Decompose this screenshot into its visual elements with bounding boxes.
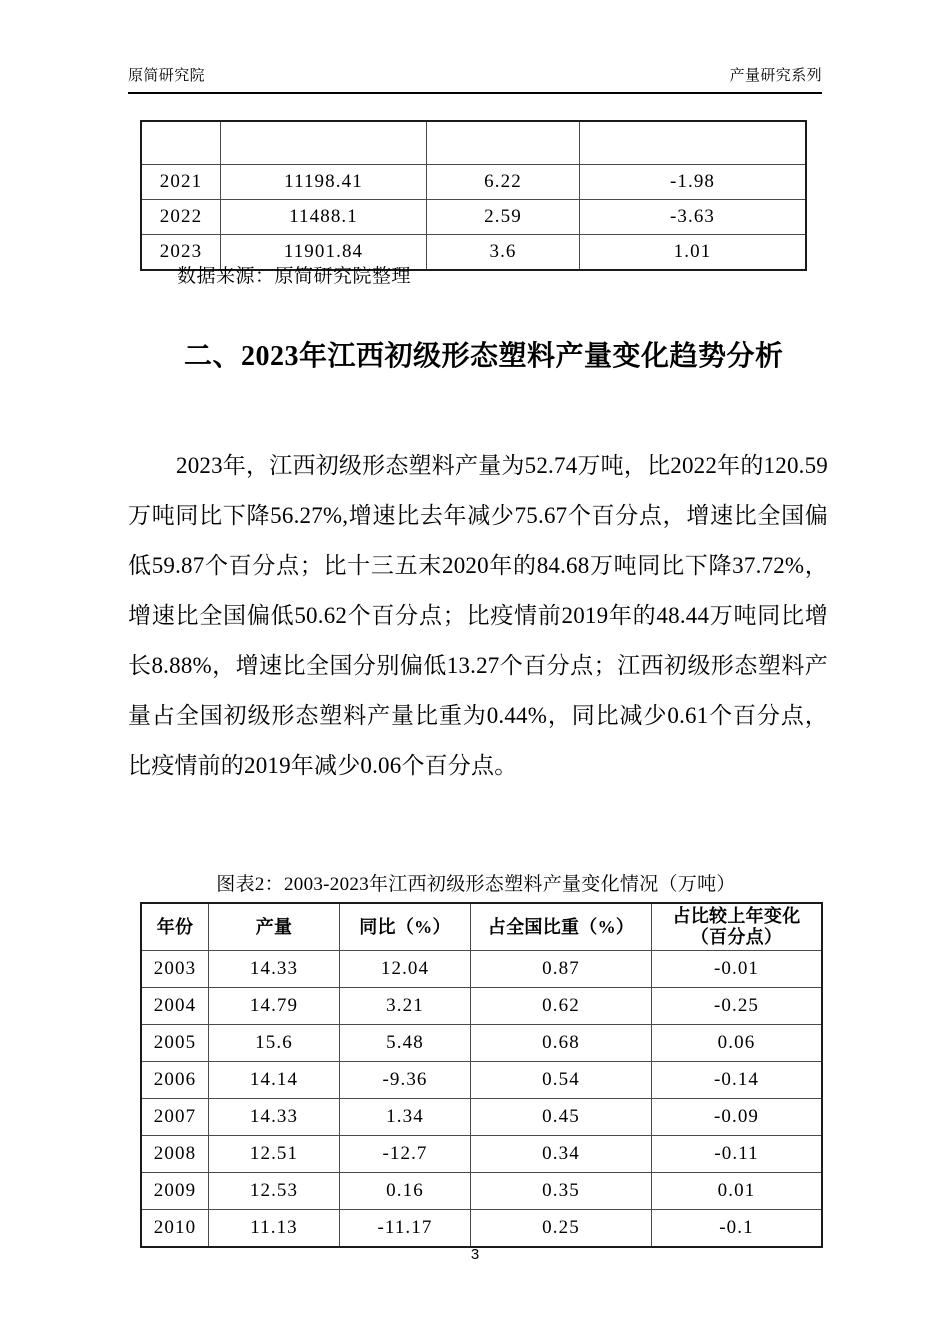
header-left-title: 原简研究院	[128, 67, 206, 84]
header-rule	[128, 92, 822, 94]
table-cell-yoy: 6.22	[427, 165, 580, 200]
table-2-body	[141, 951, 822, 1248]
table-cell-output: 14.33	[209, 951, 340, 988]
table-cell-output: 11.13	[209, 1210, 340, 1248]
table-cell-share-change: -0.1	[652, 1210, 823, 1248]
table-cell-share-change: -0.25	[652, 988, 823, 1025]
production-summary-table	[140, 120, 807, 271]
table-cell-change: -1.98	[580, 165, 807, 200]
table-cell-share-change: -0.01	[652, 951, 823, 988]
table-cell-yoy: 12.04	[340, 951, 471, 988]
table-cell-national-share: 0.68	[471, 1025, 652, 1062]
table-cell-year: 2008	[141, 1136, 209, 1173]
column-header-national-share: 占全国比重（%）	[471, 903, 652, 951]
table-row	[141, 165, 806, 200]
table-cell-year: 2021	[141, 165, 221, 200]
table-1-container	[140, 120, 807, 271]
table-cell-change: 1.01	[580, 235, 807, 271]
table-cell-share-change: 0.01	[652, 1173, 823, 1210]
table-row	[141, 200, 806, 235]
table-cell-share-change: -0.14	[652, 1062, 823, 1099]
table-cell-output: 11198.41	[221, 165, 427, 200]
source-note: 数据来源：原简研究院整理	[177, 266, 412, 287]
table-cell-share-change: -0.11	[652, 1136, 823, 1173]
table-1-body	[141, 121, 806, 270]
table-cell-year: 2003	[141, 951, 209, 988]
table-cell	[427, 121, 580, 165]
table-cell-output: 12.51	[209, 1136, 340, 1173]
jiangxi-plastic-production-table	[140, 902, 823, 1248]
table-cell-national-share: 0.35	[471, 1173, 652, 1210]
table-cell-year: 2004	[141, 988, 209, 1025]
table-cell-output: 14.33	[209, 1099, 340, 1136]
table-row	[141, 1136, 822, 1173]
table-row	[141, 1062, 822, 1099]
column-header-year: 年份	[141, 903, 209, 951]
table-cell-national-share: 0.45	[471, 1099, 652, 1136]
table-cell-yoy: 5.48	[340, 1025, 471, 1062]
table-row	[141, 1210, 822, 1248]
table-row	[141, 1025, 822, 1062]
column-header-output: 产量	[209, 903, 340, 951]
figure-caption: 图表2：2003-2023年江西初级形态塑料产量变化情况（万吨）	[216, 874, 736, 895]
table-cell	[580, 121, 807, 165]
table-cell-yoy: -11.17	[340, 1210, 471, 1248]
table-2-head	[141, 903, 822, 951]
table-cell-yoy: -12.7	[340, 1136, 471, 1173]
table-cell-output: 11488.1	[221, 200, 427, 235]
table-cell-output: 11901.84	[221, 235, 427, 271]
table-cell-national-share: 0.87	[471, 951, 652, 988]
section-heading: 二、2023年江西初级形态塑料产量变化趋势分析	[184, 341, 784, 373]
header-right-title: 产量研究系列	[729, 67, 822, 84]
page-number: 3	[470, 1246, 480, 1263]
column-header-share-change	[652, 903, 823, 951]
table-cell-share-change: -0.09	[652, 1099, 823, 1136]
page-header	[128, 66, 822, 86]
table-cell-yoy: -9.36	[340, 1062, 471, 1099]
table-cell-year: 2023	[141, 235, 221, 271]
table-cell-year: 2010	[141, 1210, 209, 1248]
table-cell-national-share: 0.34	[471, 1136, 652, 1173]
column-header-share-change-line2: （百分点）	[690, 927, 783, 947]
table-cell-year: 2009	[141, 1173, 209, 1210]
table-cell-output: 15.6	[209, 1025, 340, 1062]
table-cell-yoy: 3.6	[427, 235, 580, 271]
table-cell-national-share: 0.62	[471, 988, 652, 1025]
table-cell-national-share: 0.54	[471, 1062, 652, 1099]
table-cell-yoy: 0.16	[340, 1173, 471, 1210]
table-cell-change: -3.63	[580, 200, 807, 235]
table-cell-national-share: 0.25	[471, 1210, 652, 1248]
column-header-yoy: 同比（%）	[340, 903, 471, 951]
table-cell	[221, 121, 427, 165]
table-header-row	[141, 903, 822, 951]
table-cell-year: 2007	[141, 1099, 209, 1136]
table-cell-year: 2006	[141, 1062, 209, 1099]
table-cell-yoy: 3.21	[340, 988, 471, 1025]
table-2-container	[140, 902, 823, 1248]
table-cell-output: 14.14	[209, 1062, 340, 1099]
table-cell-output: 12.53	[209, 1173, 340, 1210]
table-row	[141, 988, 822, 1025]
table-cell	[141, 121, 221, 165]
column-header-share-change-line1: 占比较上年变化	[672, 906, 801, 926]
table-row	[141, 121, 806, 165]
table-cell-yoy: 1.34	[340, 1099, 471, 1136]
table-cell-year: 2022	[141, 200, 221, 235]
table-cell-year: 2005	[141, 1025, 209, 1062]
table-row	[141, 1173, 822, 1210]
table-cell-yoy: 2.59	[427, 200, 580, 235]
table-cell-share-change: 0.06	[652, 1025, 823, 1062]
table-row	[141, 951, 822, 988]
table-cell-output: 14.79	[209, 988, 340, 1025]
body-paragraph: 2023年，江西初级形态塑料产量为52.74万吨，比2022年的120.59万吨同比下降56.27%,增速比去年减少75.67个百分点，增速比全国偏低59.87个百分点；比十三五末2020年的84.68万吨同比下降37.72%，增速比全国偏低50.62个百分点；比疫情前2019年的48.44万吨同比增长8.88%，增速比全国分别偏低13.27个百分点；江西初级形态塑料产量占全国初级形态塑料产量比重为0.44%，同比减少0.61个百分点，比疫情前的2019年减少0.06个百分点。	[128, 453, 828, 778]
table-row	[141, 1099, 822, 1136]
